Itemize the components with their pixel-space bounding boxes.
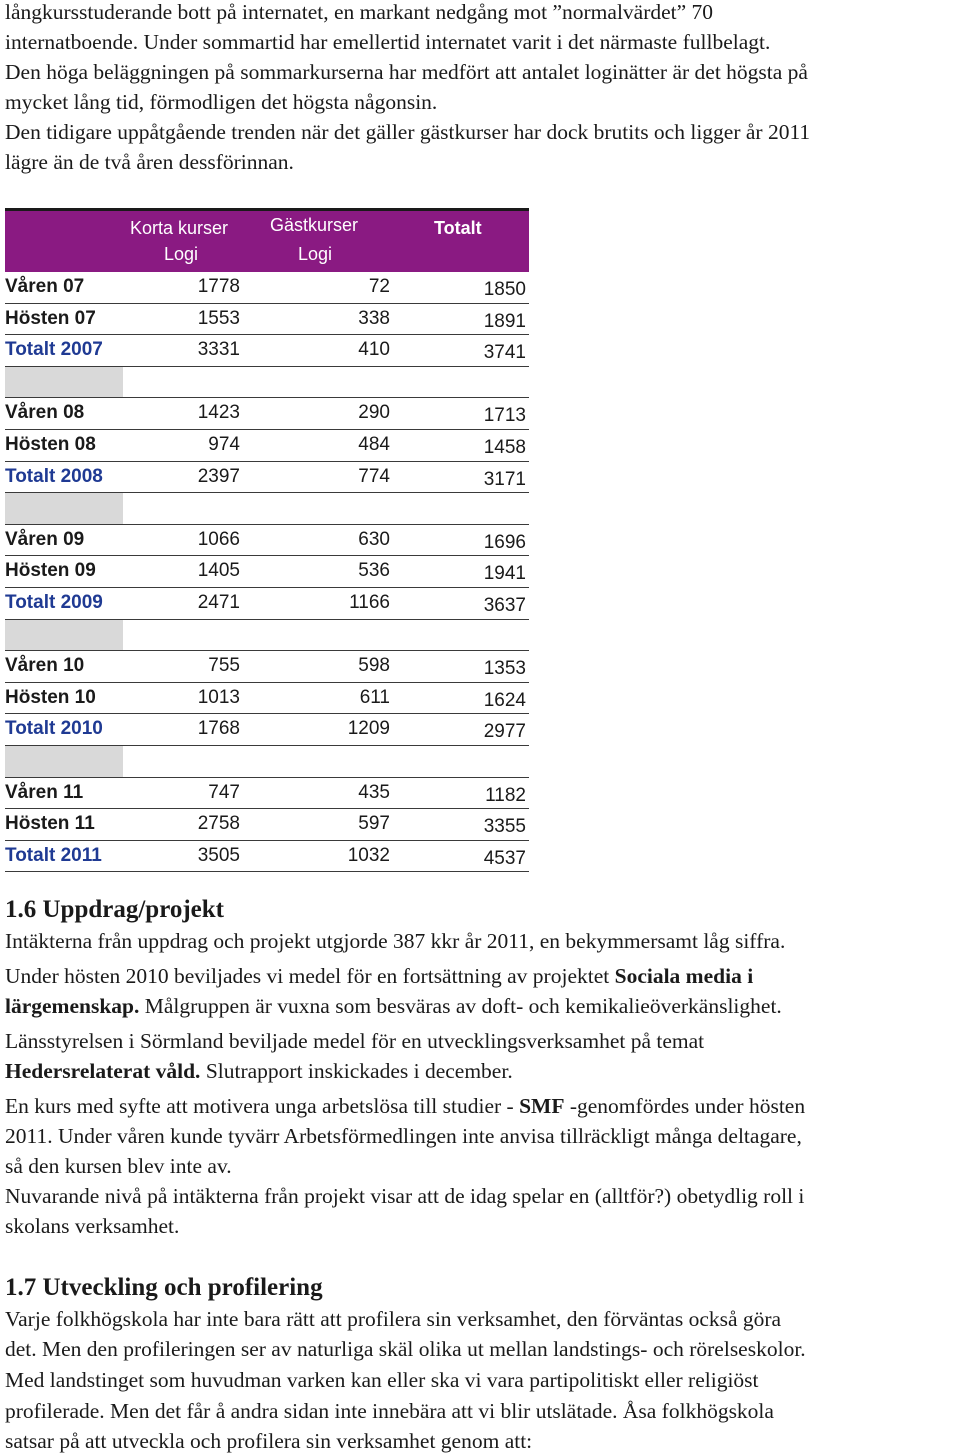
table-row: [5, 525, 529, 557]
table-row: [5, 778, 529, 810]
section-17-line-4: profilerade. Men det får å andra sidan inte innebära att vi blir utslätade. Åsa folkhögskola: [5, 1399, 774, 1423]
row-label: Hösten 09: [5, 560, 96, 582]
table-row: [5, 556, 529, 588]
header-gast-logi: Logi: [298, 244, 333, 264]
header-gastkurser: Gästkurser: [270, 215, 359, 235]
section-16-p4-line3: så den kursen blev inte av.: [5, 1154, 232, 1178]
cell-totalt: 1458: [483, 436, 526, 458]
row-label: Våren 10: [5, 655, 85, 677]
cell-totalt: 1891: [483, 310, 526, 332]
cell-gastkurser: 597: [358, 813, 390, 835]
cell-korta-kurser: 1066: [197, 528, 240, 550]
loginatter-table: [5, 208, 529, 872]
cell-gastkurser: 1032: [347, 844, 390, 866]
section-16-p1: Intäkterna från uppdrag och projekt utgjorde 387 kkr år 2011, en bekymmersamt låg siffra.: [5, 929, 786, 953]
section-17-line-1: Varje folkhögskola har inte bara rätt att profilera sin verksamhet, den förväntas också göra: [5, 1307, 782, 1331]
intro-line-3: Den höga beläggningen på sommarkurserna har medfört att antalet loginätter är det högsta på: [5, 60, 808, 84]
section-16-p5-line2: skolans verksamhet.: [5, 1214, 180, 1238]
intro-line-5: Den tidigare uppåtgående trenden när det gäller gästkurser har dock brutits och ligger år 2011: [5, 120, 811, 144]
table-row: [5, 272, 529, 304]
cell-totalt: 3355: [483, 816, 526, 838]
cell-korta-kurser: 2758: [197, 813, 240, 835]
cell-korta-kurser: 1778: [197, 276, 240, 297]
table-spacer-row: [5, 746, 529, 778]
table-total-row: [5, 588, 529, 620]
table-total-row: [5, 335, 529, 367]
row-label: Hösten 07: [5, 307, 96, 329]
intro-line-6: lägre än de två åren dessförinnan.: [5, 150, 294, 174]
table-total-row: [5, 714, 529, 746]
table-spacer-row: [5, 620, 529, 652]
section-17-line-3: Med landstinget som huvudman varken kan eller ska vi vara partipolitiskt eller religiöst: [5, 1368, 759, 1392]
section-16-p2-line2: lärgemenskap. Målgruppen är vuxna som besväras av doft- och kemikalieöverkänslighet.: [5, 994, 782, 1018]
cell-korta-kurser: 3331: [197, 339, 240, 361]
table-total-row: [5, 841, 529, 873]
cell-gastkurser: 72: [368, 276, 390, 297]
row-label: Totalt 2008: [5, 465, 103, 487]
cell-totalt: 3171: [483, 468, 526, 490]
table-spacer-row: [5, 493, 529, 525]
row-label: Totalt 2007: [5, 339, 103, 361]
section-16-p2-line1: Under hösten 2010 beviljades vi medel för en fortsättning av projektet Sociala media i: [5, 964, 754, 988]
row-label: Våren 11: [5, 781, 84, 803]
cell-totalt: 2977: [483, 721, 526, 743]
row-label: Våren 09: [5, 528, 85, 550]
cell-korta-kurser: 1768: [197, 718, 240, 740]
cell-gastkurser: 598: [358, 655, 390, 677]
cell-gastkurser: 484: [358, 433, 390, 455]
cell-korta-kurser: 1405: [197, 560, 240, 582]
section-16-p4-line2: 2011. Under våren kunde tyvärr Arbetsförmedlingen inte anvisa tillräckligt många deltagare,: [5, 1124, 802, 1148]
section-16-p3-line2: Hedersrelaterat våld. Slutrapport inskickades i december.: [5, 1059, 513, 1083]
row-label: Hösten 10: [5, 686, 96, 708]
table-row: [5, 683, 529, 715]
cell-korta-kurser: 2397: [197, 465, 240, 487]
cell-gastkurser: 435: [358, 781, 390, 803]
section-17-line-2: det. Men den profileringen ser av naturliga skäl olika ut mellan landstings- och rörelseskolor.: [5, 1337, 806, 1361]
intro-line-4: mycket lång tid, förmodligen det högsta någonsin.: [5, 90, 438, 114]
header-korta-kurser: Korta kurser: [130, 218, 229, 238]
header-korta-logi: Logi: [164, 244, 199, 264]
cell-korta-kurser: 1553: [197, 307, 240, 329]
row-label: Hösten 11: [5, 813, 95, 835]
cell-totalt: 3741: [483, 342, 526, 364]
intro-line-2: internatboende. Under sommartid har emellertid internatet varit i det närmaste fullbelagt.: [5, 30, 771, 54]
table-header: [5, 208, 529, 272]
section-16-p3-line1: Länsstyrelsen i Sörmland beviljade medel för en utvecklingsverksamhet på temat: [5, 1029, 705, 1053]
table-spacer-row: [5, 367, 529, 399]
cell-gastkurser: 774: [358, 465, 390, 487]
cell-gastkurser: 290: [358, 402, 390, 424]
section-16-p4-line1: En kurs med syfte att motivera unga arbetslösa till studier - SMF -genomfördes under hösten: [5, 1094, 806, 1118]
cell-gastkurser: 1209: [347, 718, 390, 740]
intro-line-1: långkursstuderande bott på internatet, en markant nedgång mot ”normalvärdet” 70: [5, 0, 714, 24]
table-row: [5, 809, 529, 841]
table-row: [5, 651, 529, 683]
cell-korta-kurser: 747: [208, 781, 240, 803]
table-row: [5, 304, 529, 336]
cell-totalt: 3637: [483, 594, 526, 616]
cell-gastkurser: 1166: [349, 591, 390, 613]
cell-totalt: 1182: [485, 784, 526, 806]
cell-totalt: 1713: [483, 405, 526, 427]
cell-gastkurser: 410: [358, 339, 390, 361]
cell-gastkurser: 630: [358, 528, 390, 550]
section-17-line-5: satsar på att utveckla och profilera sin verksamhet genom att:: [5, 1429, 533, 1453]
cell-totalt: 4537: [483, 847, 526, 869]
section-16-p5-line1: Nuvarande nivå på intäkterna från projekt visar att de idag spelar en (alltför?) obetydlig roll i: [5, 1184, 805, 1208]
cell-gastkurser: 611: [359, 686, 390, 708]
cell-totalt: 1850: [483, 279, 526, 300]
row-label: Hösten 08: [5, 433, 96, 455]
section-16-heading: 1.6 Uppdrag/projekt: [5, 896, 225, 923]
row-label: Totalt 2011: [5, 844, 102, 866]
table-total-row: [5, 462, 529, 494]
row-label: Våren 08: [5, 402, 85, 424]
table-row: [5, 430, 529, 462]
header-totalt: Totalt: [434, 218, 482, 238]
row-label: Totalt 2009: [5, 591, 103, 613]
cell-korta-kurser: 1013: [197, 686, 240, 708]
cell-gastkurser: 338: [358, 307, 390, 329]
cell-totalt: 1624: [483, 689, 526, 711]
cell-korta-kurser: 1423: [197, 402, 240, 424]
cell-korta-kurser: 3505: [197, 844, 240, 866]
cell-totalt: 1353: [483, 658, 526, 680]
row-label: Totalt 2010: [5, 718, 103, 740]
cell-korta-kurser: 755: [208, 655, 240, 677]
row-label: Våren 07: [5, 276, 85, 297]
cell-korta-kurser: 974: [208, 433, 240, 455]
cell-totalt: 1941: [483, 563, 526, 585]
table-body: [5, 272, 529, 872]
cell-korta-kurser: 2471: [197, 591, 240, 613]
cell-totalt: 1696: [483, 531, 526, 553]
section-17-heading: 1.7 Utveckling och profilering: [5, 1274, 323, 1301]
table-row: [5, 398, 529, 430]
cell-gastkurser: 536: [358, 560, 390, 582]
